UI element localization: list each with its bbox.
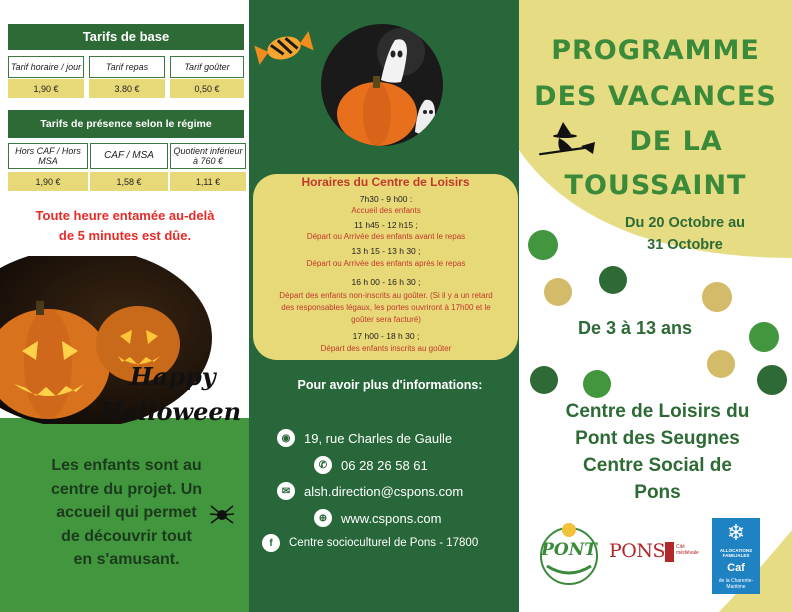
decorative-dot bbox=[749, 322, 779, 352]
phone-icon: ✆ bbox=[314, 456, 332, 474]
caf-snowflake-icon: ❄ bbox=[726, 520, 746, 545]
project-line-5: en s'amusant. bbox=[73, 551, 180, 568]
regime-rates-title: Tarifs de présence selon le régime bbox=[8, 110, 244, 138]
contact-row bbox=[262, 533, 478, 553]
hours-line: 13 h 15 - 13 h 30 ; bbox=[351, 246, 421, 256]
hours-line: Départ des enfants inscrits au goûter bbox=[320, 344, 452, 353]
contact-text[interactable]: 06 28 26 58 61 bbox=[341, 457, 428, 473]
hours-line: Départ ou Arrivée des enfants après le repas bbox=[306, 259, 466, 268]
regime-header-caf: CAF / MSA bbox=[90, 143, 168, 169]
dates-line-1: Du 20 Octobre au bbox=[624, 215, 746, 231]
mail-icon: ✉ bbox=[277, 482, 295, 500]
globe-icon: ⊕ bbox=[314, 509, 332, 527]
caf-logo bbox=[712, 518, 760, 594]
dates bbox=[585, 212, 785, 256]
hours-line: des responsables légaux, les portes ouvriront à 17h00 et le bbox=[281, 303, 491, 312]
title-line-4: TOUSSAINT bbox=[564, 170, 747, 201]
regime-value-quotient: 1,11 € bbox=[170, 172, 246, 191]
contact-row bbox=[314, 455, 428, 475]
caf-top-text: ALLOCATIONS FAMILIALES bbox=[719, 548, 753, 558]
decorative-dot bbox=[757, 365, 787, 395]
base-rate-header-meal: Tarif repas bbox=[89, 56, 165, 78]
centre-line-4: Pons bbox=[634, 482, 681, 503]
late-hour-note-line1: Toute heure entamée au-delà bbox=[35, 208, 215, 223]
contact-row bbox=[277, 428, 452, 448]
decorative-dot bbox=[583, 370, 611, 398]
pons-logo-text: PONS bbox=[609, 540, 666, 562]
pons-logo bbox=[609, 540, 699, 574]
contact-row bbox=[314, 508, 441, 528]
base-rate-header-hourly: Tarif horaire / jour bbox=[8, 56, 84, 78]
title-line-2: DES VACANCES bbox=[534, 81, 777, 112]
project-line-3: accueil qui permet bbox=[56, 504, 197, 521]
decorative-dot bbox=[530, 366, 558, 394]
hours-line: 17 h00 - 18 h 30 ; bbox=[352, 331, 420, 341]
hours-line: Accueil des enfants bbox=[351, 206, 421, 215]
spider-icon bbox=[208, 502, 236, 528]
dates-line-2: 31 Octobre bbox=[647, 237, 723, 253]
candy-icon bbox=[252, 28, 316, 68]
project-line-4: de découvrir tout bbox=[61, 527, 192, 545]
base-rate-value-meal: 3.80 € bbox=[89, 79, 165, 98]
regime-value-other: 1,90 € bbox=[8, 172, 88, 191]
contact-text[interactable]: Centre socioculturel de Pons - 17800 bbox=[289, 537, 479, 549]
contact-text: 19, rue Charles de Gaulle bbox=[304, 430, 453, 446]
hours-title: Horaires du Centre de Loisirs bbox=[301, 175, 470, 189]
caf-subtitle: de la Charente-Maritime bbox=[718, 578, 754, 590]
witch-icon bbox=[537, 120, 597, 164]
contact-text[interactable]: alsh.direction@cspons.com bbox=[304, 483, 464, 499]
hours-line: 7h30 - 9 h00 : bbox=[359, 194, 413, 204]
hours-line: 11 h45 - 12 h15 ; bbox=[354, 220, 418, 230]
centre-line-3: Centre Social de bbox=[583, 455, 732, 476]
project-line-2: centre du projet. Un bbox=[50, 480, 203, 498]
halloween-text: Halloween bbox=[100, 397, 242, 426]
project-line-1: Les enfants sont au bbox=[51, 457, 202, 474]
title-line-3: DE LA bbox=[629, 126, 723, 157]
pons-flag-icon bbox=[665, 542, 674, 562]
late-hour-note-line2: de 5 minutes est dûe. bbox=[58, 228, 192, 243]
location-icon: ◉ bbox=[277, 429, 295, 447]
base-rates-title: Tarifs de base bbox=[8, 24, 244, 50]
facebook-icon: f bbox=[262, 534, 280, 552]
hours-line: 16 h 00 - 16 h 30 ; bbox=[351, 277, 421, 287]
regime-header-quotient: Quotient inférieur à 760 € bbox=[170, 143, 246, 169]
base-rate-value-snack: 0,50 € bbox=[170, 79, 244, 98]
centre-name bbox=[525, 398, 790, 506]
hours-line: goûter sera facturé) bbox=[351, 315, 421, 324]
contact-row bbox=[277, 481, 463, 501]
hours-line: Départ ou Arrivée des enfants avant le repas bbox=[306, 232, 466, 241]
centre-line-2: Pont des Seugnes bbox=[575, 428, 740, 449]
info-title: Pour avoir plus d'informations: bbox=[297, 378, 483, 392]
pont-logo-text: PONT bbox=[541, 540, 597, 560]
decorative-dot bbox=[544, 278, 572, 306]
age-range: De 3 à 13 ans bbox=[577, 318, 693, 338]
decorative-dot bbox=[702, 282, 732, 312]
pons-logo-subtitle: Cité médiévale bbox=[676, 544, 699, 556]
base-rate-value-hourly: 1,90 € bbox=[8, 79, 84, 98]
title-line-1: PROGRAMME bbox=[551, 35, 760, 66]
project-description bbox=[14, 454, 239, 572]
decorative-dot bbox=[707, 350, 735, 378]
decorative-dot bbox=[599, 266, 627, 294]
centre-line-1: Centre de Loisirs du bbox=[565, 401, 750, 422]
contact-text[interactable]: www.cspons.com bbox=[341, 510, 442, 526]
pumpkin-ghosts-image bbox=[321, 22, 443, 148]
happy-text: Happy bbox=[130, 362, 216, 391]
decorative-dot bbox=[528, 230, 558, 260]
late-hour-note bbox=[10, 206, 240, 246]
regime-value-caf: 1,58 € bbox=[90, 172, 168, 191]
hours-line: Départ des enfants non-inscrits au goûter. (Si il y a un retard bbox=[279, 291, 493, 300]
pont-logo bbox=[537, 518, 601, 588]
caf-text: Caf bbox=[727, 562, 745, 574]
base-rate-header-snack: Tarif goûter bbox=[170, 56, 244, 78]
regime-header-other: Hors CAF / Hors MSA bbox=[8, 143, 88, 169]
